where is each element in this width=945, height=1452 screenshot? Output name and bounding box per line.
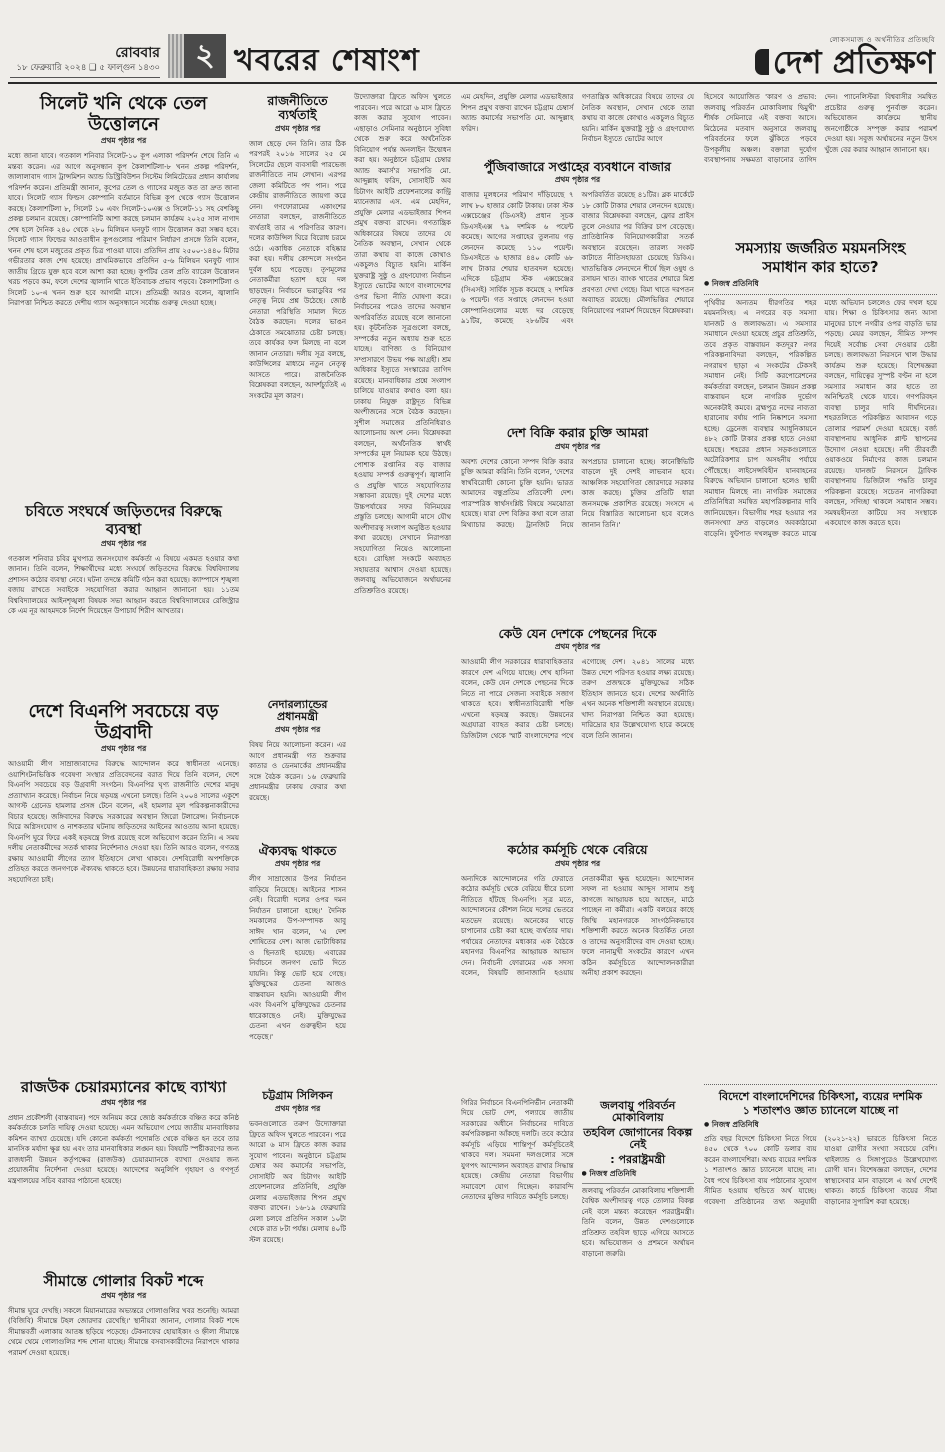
column-2-right <box>354 92 451 1440</box>
article-body: প্রধান প্রকৌশলী (বাস্তবায়ন) পদে অনিয়ম করে জ্যেষ্ঠ কর্মকর্তাকে বঞ্চিত করে কনিষ্ঠ কর্মকর্তাকে চলতি দায়িত্ব দেওয়া হয়েছে। এমন অভিযোগ পেয়ে জাতীয় মানবাধিকার কমিশন ব্যাখ্যা চেয়েছে। যদি কোনো কর্মকর্তা পদোন্নতি থেকে বঞ্চিত হন তবে তার মানসিক মর্যাদা ক্ষুণ্ণ হয় এবং তার মানবাধিকার লঙ্ঘন হয়। বিষয়টি স্পষ্টীকরণের জন্য রাজধানী উন্নয়ন কর্তৃপক্ষের (রাজউক) চেয়ারম্যানকে ব্যাখ্যা দেওয়ার জন্য প্রয়োজনীয় নির্দেশনা দেওয়া হয়েছে। আদেশের অনুলিপি গৃহায়ণ ও গণপূর্ত মন্ত্রণালয়ের সচিব বরাবর পাঠানো হয়েছে। <box>8 1113 240 1185</box>
dotted-rule <box>704 294 937 295</box>
columns-area <box>8 92 937 1440</box>
continued-from-front: প্রথম পৃষ্ঠার পর <box>274 1104 321 1114</box>
section-title: খবরের শেষাংশ <box>234 43 420 78</box>
headline-line2: তহবিল জোগানের বিকল্প নেই <box>583 1125 693 1152</box>
paper-tagline: লোকসমাজ ও অর্থনীতির প্রতিচ্ছবি <box>829 36 935 44</box>
article-mymensingh <box>704 240 937 1076</box>
page-deco-stripes <box>168 34 184 78</box>
article-body: গতকাল শনিবার চবির মুখপাত্র জনসংযোগ কর্মকর্তা এ বিষয়ে একমত হওয়ার কথা জানান। তিনি বলেন, শিক্ষার্থীদের মধ্যে সংঘর্ষে জড়িতদের বিরুদ্ধে বিশ্ববিদ্যালয় প্রশাসন কঠোর ব্যবস্থা নেবে। ঘটনা তদন্তে কমিটি গঠন করা হয়েছে। ক্যাম্পাসে শৃঙ্খলা বজায় রাখতে সবাইকে সহযোগিতা করার আহ্বান জানানো হয়। ১১তম বিশ্ববিদ্যালয়ের আইনশৃঙ্খলা বিষয়ক সভা আহ্বান করতে বিশ্ববিদ্যালয়ের রেজিস্ট্রার কে এম নূর আহমদকে নির্দেশ দিয়েছেন উপাচার্য শিরীণ আখতার। <box>8 554 240 616</box>
headline: সিলেট খনি থেকে তেল উত্তোলনে <box>40 93 208 135</box>
article-climate-fund <box>461 1098 694 1364</box>
top-continuation-text: হিসেবে আয়োজিত 'কারণ ও প্রভাব: জলবায়ু পরিবর্তন মোকাবিলায় দ্বিমুখী' শীর্ষক সেমিনারে এই বক্তব্য আসে। মিঠেনের মতবাদ অনুসারে জলবায়ু পরিবর্তনের ফলে ঝুঁকিতে পড়বে উপকূলীয় অঞ্চল। বক্তারা দুর্যোগ ব্যবস্থাপনায় সক্ষমতা বাড়ানোর তাগিদ দেন। প্যানেলিস্টরা বিশ্ববাসীর সমন্বিত প্রচেষ্টার গুরুত্ব পুনর্ব্যক্ত করেন। অভিযোজন কার্যক্রমে স্থানীয় জনগোষ্ঠীকে সম্পৃক্ত করার পরামর্শ দেওয়া হয়। সবুজ অর্থায়নের নতুন উৎস খুঁজে বের করার আহ্বান জানানো হয়। <box>704 93 937 164</box>
headline: চট্টগ্রাম সিলিকন <box>262 1089 333 1103</box>
continued-from-front: প্রথম পৃষ্ঠার পর <box>554 441 601 451</box>
article-strict-program <box>461 843 694 1089</box>
continued-from-front: প্রথম পৃষ্ঠার পর <box>554 175 601 185</box>
headline-line3: : পররাষ্ট্রমন্ত্রী <box>610 1153 666 1167</box>
byline-label: নিজস্ব প্রতিনিধি <box>711 1119 759 1129</box>
headline: দেশে বিএনপি সবচেয়ে বড় উগ্রবাদী <box>28 700 219 743</box>
article-body: জলবায়ু পরিবর্তন মোকাবিলায় শক্তিশালী বৈশ্বিক অংশীদারত্ব গড়ে তোলার বিকল্প নেই বলে মন্তব্য করেছেন পররাষ্ট্রমন্ত্রী। তিনি বলেন, উন্নত দেশগুলোকে প্রতিশ্রুত তহবিল ছাড়ে এগিয়ে আসতে হবে। অভিযোজন ও প্রশমনে অর্থায়ন বাড়ানো জরুরি। <box>581 1186 694 1258</box>
column-1 <box>8 92 239 1440</box>
article-bnp-extremist <box>8 702 239 1071</box>
headline: পুঁজিবাজারে সপ্তাহের ব্যবধানে বাজার <box>483 159 672 174</box>
byline <box>582 1169 695 1181</box>
article-body: বাজার মূলধনের পরিমাণ দাঁড়িয়েছে ৭ লাখ ৮০ হাজার কোটি টাকায়। ঢাকা স্টক এক্সচেঞ্জের (ডিএসই) প্রধান সূচক ডিএসইএক্স ৭৯ দশমিক ৬ পয়েন্ট কমেছে। আগের সপ্তাহের তুলনায় গড় লেনদেন কমেছে ১১০ পয়েন্ট। ডিএসইতে ৬ হাজার ৪৪০ কোটি ৬৮ লাখ টাকার শেয়ার হাতবদল হয়েছে। এদিকে চট্টগ্রাম স্টক এক্সচেঞ্জের (সিএসই) সার্বিক সূচক কমেছে ২ দশমিক ৬ পয়েন্ট। গত সপ্তাহে লেনদেন হওয়া কোম্পানিগুলোর মধ্যে দর বেড়েছে ৯১টির, কমেছে ২৮৬টির এবং অপরিবর্তিত রয়েছে ৪১টির। ব্লক মার্কেটে ১৮ কোটি টাকার শেয়ার লেনদেন হয়েছে। বাজার বিশ্লেষকরা বলছেন, ফ্লোর প্রাইস তুলে নেওয়ার পর বিক্রির চাপ বেড়েছে। প্রাতিষ্ঠানিক বিনিয়োগকারীরা সতর্ক অবস্থানে রয়েছেন। তারল্য সংকট কাটাতে নীতিসহায়তা চেয়েছে ডিবিএ। খাতভিত্তিক লেনদেনে শীর্ষে ছিল ওষুধ ও রসায়ন খাত। ব্যাংক খাতের শেয়ারে মিশ্র প্রবণতা দেখা গেছে। বিমা খাতে দরপতন অব্যাহত রয়েছে। মৌলভিত্তির শেয়ারে বিনিয়োগের পরামর্শ দিয়েছেন বিশ্লেষকরা। <box>461 191 694 326</box>
paper-logo <box>755 43 935 81</box>
article-cu-clash <box>8 503 239 694</box>
paper-logo-mark-icon <box>755 49 769 75</box>
newspaper-page <box>8 0 937 1446</box>
masthead-left <box>10 34 420 78</box>
byline-label: নিজস্ব প্রতিনিধি <box>711 278 759 288</box>
article-body: আওয়ামী লীগ সাম্রাজ্যবাদের বিরুদ্ধে আন্দোলন করে স্বাধীনতা এনেছে। ওয়াশিংটনভিত্তিক গবেষণা সংস্থার প্রতিবেদনের বরাত দিয়ে তিনি বলেন, দেশে বিএনপি সবচেয়ে বড় উগ্রবাদী সংগঠন। বিএনপির ঘৃণ্য রাজনীতি দেশের মানুষ প্রত্যাখ্যান করেছে। নির্বাচন নিয়ে ষড়যন্ত্র এখনো চলছে। তিনি ২০০৪ সালের একুশে আগস্ট গ্রেনেড হামলার প্রসঙ্গ টেনে বলেন, এই হামলার মূল পরিকল্পনাকারীদের বিচার হয়েছে। জঙ্গিবাদের বিরুদ্ধে সরকারের অবস্থান জিরো টলারেন্স। নির্বাচনকে ঘিরে অগ্নিসংযোগ ও নাশকতার ঘটনায় জড়িতদের আইনের আওতায় আনা হয়েছে। বিএনপি ঘুরে ফিরে একই ষড়যন্ত্রে লিপ্ত রয়েছে বলে অভিযোগ করেন তিনি। এ সময় দলীয় নেতাকর্মীদের সতর্ক থাকার নির্দেশনাও দেওয়া হয়। তিনি আরও বলেন, গণতন্ত্র রক্ষায় আওয়ামী লীগের ত্যাগ ইতিহাসে লেখা থাকবে। দেশবিরোধী অপশক্তিকে প্রতিহত করতে জনগণকে ঐক্যবদ্ধ থাকতে হবে। উন্নয়নের ধারাবাহিকতা রক্ষায় সবার সহযোগিতা চাই। <box>8 760 240 884</box>
headline: সীমান্তে গোলার বিকট শব্দে <box>43 1271 204 1290</box>
byline <box>704 1120 937 1132</box>
continued-from-front: প্রথম পৃষ্ঠার পর <box>554 642 601 652</box>
column-4 <box>704 92 937 1440</box>
headline: কঠোর কর্মসূচি থেকে বেরিয়ে <box>507 842 648 858</box>
headline-line2: ১ শতাংশও জ্ঞাত চ্যানেলে যাচ্ছে না <box>742 1104 899 1118</box>
article-stay-united <box>249 844 346 1082</box>
article-rajuk <box>8 1079 239 1264</box>
headline: রাজনীতিতে ব্যর্থতাই <box>267 93 328 123</box>
headline: নেদারল্যান্ডের প্রধানমন্ত্রী <box>267 697 328 724</box>
headline-line2: সমাধান কার হাতে? <box>762 258 879 277</box>
article-sylhet-oil <box>8 94 239 495</box>
article-body: বিষয় নিয়ে আলোচনা করেন। এর আগে প্রধানমন্ত্রী গত শুক্রবার কাতার ও ডেনমার্কের প্রধানমন্ত্রীর সঙ্গে বৈঠক করেন। ১৬ ফেব্রুয়ারি প্রধানমন্ত্রীর ঢাকায় ফেরার কথা রয়েছে। <box>249 741 347 802</box>
headline: দেশ বিক্রি করার চুক্তি আমরা <box>506 425 649 441</box>
rule <box>582 1183 695 1184</box>
continuation-text: উদ্যোক্তারা ফ্রিতে অফিস খুলতে পারবেন। পরে আরো ৬ মাস ফ্রিতে কাজ করার সুযোগ পাবেন। এছাড়াও সেমিনার অনুষ্ঠানে সুবিধা থেকে শুরু করে অর্থনৈতিক বিনিয়োগ পর্যন্ত অনলাইন উদ্বোধন করা হয়। অনুষ্ঠানে চট্টগ্রাম চেম্বার অ্যান্ড কমার্স'র সভাপতি মো. আব্দুল্লাহ ফরিদ, সোসাইটি অব চিটাগং আইটি প্রফেশনালের কান্ট্রি ম্যানেজার এস. এম মেহদিন, প্রযুক্তি মেলার এডভাইজার শিপন প্রমুখ বক্তব্য রাখেন। গণতান্ত্রিক অধিকারের বিষয়ে তাদের যে নৈতিক অবস্থান, সেখান থেকে তারা কথায় বা কাজে কোথাও একচুলও বিচ্যুত হয়নি। মার্কিন যুক্তরাষ্ট্র সুষ্ঠু ও গ্রহণযোগ্য নির্বাচন ইস্যুতে ভোটের আগে বাংলাদেশের ওপর ভিসা নীতি ঘোষণা করে। নির্বাচনের পরেও তাদের অবস্থান অপরিবর্তিত রয়েছে বলে জানানো হয়। কূটনৈতিক সূত্রগুলো বলছে, সম্পর্কের নতুন অধ্যায় শুরু হতে যাচ্ছে। বাণিজ্য ও বিনিয়োগ সম্প্রসারণে উভয় পক্ষ আগ্রহী। শ্রম অধিকার ইস্যুতে সংস্কারের তাগিদ রয়েছে। মানবাধিকার প্রশ্নে সংলাপ চালিয়ে যাওয়ার কথাও বলা হয়। ঢাকায় নিযুক্ত রাষ্ট্রদূত বিভিন্ন অংশীজনের সঙ্গে বৈঠক করছেন। সুশীল সমাজের প্রতিনিধিরাও আলোচনায় অংশ নেন। বিশ্লেষকরা বলছেন, অর্থনৈতিক স্বার্থই সম্পর্কের মূল নিয়ামক হয়ে উঠছে। পোশাক রপ্তানির বড় বাজার হওয়ায় সম্পর্ক গুরুত্বপূর্ণ। জ্বালানি ও প্রযুক্তি খাতে সহযোগিতার সম্ভাবনা রয়েছে। দুই দেশের মধ্যে উচ্চপর্যায়ের সফর বিনিময়ের প্রস্তুতি চলছে। আগামী মাসে যৌথ অংশীদারত্ব সংলাপ অনুষ্ঠিত হওয়ার কথা রয়েছে। সেখানে নিরাপত্তা সহযোগিতা নিয়েও আলোচনা হবে। রোহিঙ্গা সংকটে অব্যাহত সহায়তার আশ্বাস দেওয়া হয়েছে। জলবায়ু অভিযোজনে অর্থায়নের প্রতিশ্রুতিও রয়েছে। <box>354 93 451 595</box>
headline: চবিতে সংঘর্ষে জড়িতদের বিরুদ্ধে ব্যবস্থা <box>25 502 222 538</box>
headline: কেউ যেন দেশকে পেছনের দিকে <box>498 625 657 641</box>
article-ctg-silicon <box>249 1090 346 1369</box>
masthead-right <box>755 34 935 81</box>
continued-from-front: প্রথম পৃষ্ঠার পর <box>274 123 321 133</box>
article-body: অবশ্য দেশের কোনো সম্পদ বিক্রি করার চুক্তি আমরা করিনি। তিনি বলেন, 'দেশের স্বার্থবিরোধী কোনো চুক্তি হয়নি। ভারত আমাদের বন্ধুপ্রতিম প্রতিবেশী দেশ। পারস্পরিক স্বার্থসংশ্লিষ্ট বিষয়ে সমঝোতা হয়েছে। যারা দেশ বিক্রির কথা বলে তারা মিথ্যাচার করছে। ট্রানজিট নিয়ে অপপ্রচার চালানো হচ্ছে। কানেক্টিভিটি বাড়লে দুই দেশই লাভবান হবে। আঞ্চলিক সহযোগিতা জোরদারে সরকার কাজ করছে। চুক্তির প্রতিটি ধারা জনসমক্ষে প্রকাশিত রয়েছে। সংসদে এ নিয়ে বিস্তারিত আলোচনা হবে বলেও জানান তিনি।' <box>461 457 694 529</box>
article-body: প্রতি বছর বিদেশে চিকিৎসা নিতে গিয়ে ৪৫০ থেকে ৭০০ কোটি ডলার ব্যয় করেন বাংলাদেশিরা। অথচ ব্যয়ের দশমিক ১ শতাংশও জ্ঞাত চ্যানেলে যাচ্ছে না। বৈধ পথে চিকিৎসা ব্যয় পাঠানোর সুযোগ সীমিত হওয়ায় হুন্ডিতে অর্থ যাচ্ছে। গবেষণা প্রতিষ্ঠানের তথ্য অনুযায়ী (২০২১-২২) ভারতে চিকিৎসা নিতে যাওয়া রোগীর সংখ্যা সবচেয়ে বেশি। থাইল্যান্ড ও সিঙ্গাপুরেও উল্লেখযোগ্য রোগী যান। বিশেষজ্ঞরা বলছেন, দেশের স্বাস্থ্যসেবার মান বাড়ালে এ অর্থ দেশেই থাকত। কার্ডে চিকিৎসা ব্যয়ের সীমা বাড়ানোর সুপারিশ করা হয়েছে। <box>704 1134 937 1206</box>
article-body: ভবনগুলোতে তরুণ উদ্যোক্তারা ফ্রিতে অফিস খুলতে পারবেন। পরে আরো ৬ মাস ফ্রিতে কাজ করার সুযোগ পাবেন। অনুষ্ঠানে চট্টগ্রাম চেম্বার অব কমার্সের সভাপতি, সোসাইটি অব চিটাগং আইটি প্রফেশনালের প্রতিনিধি, প্রযুক্তি মেলার এডভাইজার শিপন প্রমুখ বক্তব্য রাখেন। ১৬-১৯ ফেব্রুয়ারি মেলা চলবে প্রতিদিন সকাল ১০টা থেকে রাত ৮টা পর্যন্ত। মেলায় ৪০টি স্টল রয়েছে। <box>249 1120 347 1244</box>
article-body: মধ্যে জানা যাবে। গতকাল শনিবার সিলেট-১০ কূপ এলাকা পরিদর্শন শেষে তিনি এ মন্তব্য করেন। এর আগে অনুসন্ধান কূপ কৈলাশটিলা-৮ খনন প্রকল্প পরিদর্শন, জালালাবাদ গ্যাস ট্রান্সমিশন অ্যান্ড ডিস্ট্রিবিউশন সিস্টেম লিমিটেডের প্রধান কার্যালয় পরিদর্শন করেন। প্রতিমন্ত্রী জানান, কূপের তেল ও গ্যাসের মজুত কত তা দ্রুত জানা যাবে। সিলেট গ্যাস ফিল্ডস কোম্পানি বর্তমানে বিভিন্ন কূপ থেকে গ্যাস উত্তোলন করছে। কৈলাশটিলা ৮, সিলেট ১০ এবং সিলেট-১০এক্স ও সিলেট-১১ সহ বেশকিছু প্রকল্প চলমান রয়েছে। কোম্পানিটি আশা করছে চলমান কার্যক্রম ২০২৫ সাল নাগাদ শেষ হলে দৈনিক ২৪০ থেকে ২৮০ মিলিয়ন ঘনফুট গ্যাস উত্তোলন করা সম্ভব হবে। সিলেট গ্যাস ফিল্ডের আওতাধীন কূপগুলোর পরিমাণ নির্ধারণ প্রসঙ্গে তিনি বলেন, খনন শেষ হলে মজুতের প্রকৃত চিত্র পাওয়া যাবে। প্রতিদিন প্রায় ২৫০০-১৪৪০ মিটার গভীরতার কাজ শেষ হয়েছে। প্রাথমিকভাবে প্রতিদিন ৫-৬ মিলিয়ন ঘনফুট গ্যাস জাতীয় গ্রিডে যুক্ত হবে বলে আশা করা হচ্ছে। কূপটির তেল প্রতি ব্যারেল উত্তোলন খরচ পড়বে কম, ফলে দেশের জ্বালানি খাতে ইতিবাচক প্রভাব পড়বে। কৈলাশটিলা ও সিলেট ১০-এ খনন শুরু হবে আগামী মাসে। প্রতিমন্ত্রী আরও বলেন, জ্বালানি নিরাপত্তা নিশ্চিত করতে দেশীয় গ্যাস অনুসন্ধানে সর্বোচ্চ গুরুত্ব দেওয়া হচ্ছে। <box>8 152 240 308</box>
paper-name: দেশ প্রতিক্ষণ <box>772 43 935 81</box>
article-country-backwards <box>461 627 694 835</box>
article-politics-failure <box>249 94 346 691</box>
continued-from-front: প্রথম পৃষ্ঠার পর <box>554 858 601 868</box>
article-stock-market <box>461 160 694 418</box>
headline: ঐক্যবদ্ধ থাকতে <box>258 843 337 859</box>
continued-from-front: প্রথম পৃষ্ঠার পর <box>274 725 321 735</box>
headline-line1: জলবায়ু পরিবর্তন মোকাবিলায় <box>600 1098 676 1125</box>
bullet-icon: ● <box>704 279 710 287</box>
date-block <box>10 46 160 78</box>
continued-from-front: প্রথম পৃষ্ঠার পর <box>100 1097 147 1107</box>
article-netherlands-pm <box>249 699 346 836</box>
day-label: রোববার <box>115 44 160 61</box>
article-body: জাল ছেড়ে দেন তিনি। তার ঠিক পরপরই ২০১৬ সালের ২৫ মে সিলেটের ছেলে ব্যবসায়ী পারভেজ রাজনীতিতে নাম লেখান। এরপর জেলা কমিটিতে পদ পান। পরে কেন্দ্রীয় রাজনীতিতে জায়গা করে নেন। গণফোরামের একাংশের নেতারা বলছেন, রাজনীতিতে ব্যর্থতাই তার এ পরিণতির কারণ। দলের কাউন্সিল ঘিরে বিরোধ চরমে ওঠে। একাধিক নেতাকে বহিষ্কার করা হয়। দলীয় কোন্দলে সংগঠন দুর্বল হয়ে পড়েছে। তৃণমূলের নেতাকর্মীরা হতাশ হয়ে দল ছাড়ছেন। নির্বাচনে ভরাডুবির পর নেতৃত্ব নিয়ে প্রশ্ন উঠেছে। জ্যেষ্ঠ নেতারা পরিস্থিতি সামাল দিতে বৈঠক করছেন। দলের ভাঙন ঠেকাতে সমঝোতার চেষ্টা চলছে। তবে কার্যকর ফল মিলছে না বলে জানান নেতারা। দলীয় সূত্র বলছে, কাউন্সিলের মাধ্যমে নতুন নেতৃত্ব আসতে পারে। রাজনৈতিক বিশ্লেষকরা বলছেন, আদর্শচ্যুতিই এ সংকটের মূল কারণ। <box>249 139 347 400</box>
article-body: পৃথিবীর অন্যতম ধীরগতির শহর ময়মনসিংহ। এ নগরের বড় সমস্যা যানজট ও জলাবদ্ধতা। এ সমস্যার সমাধানে দেওয়া হয়েছে প্রচুর প্রতিশ্রুতি, তবে প্রকৃত বাস্তবায়ন কতদূর? নগর পরিকল্পনাবিদরা বলছেন, পরিকল্পিত নগরায়ণ ছাড়া এ সংকটের টেকসই সমাধান নেই। সিটি করপোরেশনের কর্মকর্তারা বলছেন, চলমান উন্নয়ন প্রকল্প বাস্তবায়ন হলে নাগরিক দুর্ভোগ অনেকটাই কমবে। ব্রহ্মপুত্র নদের নাব্যতা হারানোয় বর্ষায় পানি নিষ্কাশনে সমস্যা হচ্ছে। ড্রেনেজ ব্যবস্থার আধুনিকায়নে ৪৮২ কোটি টাকার প্রকল্প হাতে নেওয়া হয়েছে। শহরের প্রধান সড়কগুলোতে অটোরিকশার চাপ অসহনীয় পর্যায়ে পৌঁছেছে। লাইসেন্সবিহীন যানবাহনের বিরুদ্ধে অভিযান চালানো হলেও স্থায়ী সমাধান মিলছে না। নাগরিক সমাজের প্রতিনিধিরা সমন্বিত মহাপরিকল্পনার দাবি জানিয়েছেন। বিভাগীয় শহর হওয়ার পর জনসংখ্যা দ্রুত বাড়লেও অবকাঠামো বাড়েনি। ফুটপাত দখলমুক্ত করতে মাঝে মধ্যে অভিযান চললেও ফের দখল হয়ে যায়। শিক্ষা ও চিকিৎসার জন্য আসা মানুষের চাপে নগরীর ওপর বাড়তি ভার পড়ছে। মেয়র বলছেন, সীমিত সম্পদ দিয়েই সর্বোচ্চ সেবা দেওয়ার চেষ্টা চলছে। জলাবদ্ধতা নিরসনে খাল উদ্ধার কার্যক্রম শুরু হয়েছে। বিশেষজ্ঞরা বলছেন, দায়িত্বের সুস্পষ্ট বণ্টন না হলে সমস্যার সমাধান কার হাতে তা অনিশ্চিতই থেকে যাবে। গণপরিবহন ব্যবস্থা চালুর দাবি দীর্ঘদিনের। শহরতলিতে পরিকল্পিত আবাসন গড়ে তোলার পরামর্শ দেওয়া হয়েছে। বর্জ্য ব্যবস্থাপনায় আধুনিক প্লান্ট স্থাপনের উদ্যোগ নেওয়া হয়েছে। নদী তীরবর্তী ওয়াকওয়ে নির্মাণের কাজ চলমান রয়েছে। যানজট নিরসনে ট্রাফিক ব্যবস্থাপনায় ডিজিটাল পদ্ধতি চালুর পরিকল্পনা রয়েছে। সচেতন নাগরিকরা বলছেন, সদিচ্ছা থাকলে সমাধান সম্ভব। সমন্বয়হীনতা কাটিয়ে সব সংস্থাকে একযোগে কাজ করতে হবে। <box>704 298 937 538</box>
bullet-icon: ● <box>581 1169 587 1177</box>
article-border-shelling <box>8 1273 239 1414</box>
column-2-left <box>249 92 346 1440</box>
headline: রাজউক চেয়ারম্যানের কাছে ব্যাখ্যা <box>20 1078 227 1097</box>
bullet-icon: ● <box>704 1120 710 1128</box>
continuation-text: গিরির নির্বাচনে বিএনপিনির্ভীন নেতাকর্মী দিয়ে ভোট দেশ, পল্যায়ে জাতীয় সরকারের অধীনে নির্বাচনের দাবিতে কর্মপরিকল্পনা আঁকছে দলটি। তবে কঠোর কর্মসূচি এড়িয়ে শান্তিপূর্ণ কর্মসূচিতেই থাকবে দল। সমমনা দলগুলোর সঙ্গে যুগপৎ আন্দোলন অব্যাহত রাখার সিদ্ধান্ত হয়েছে। কেন্দ্রীয় নেতারা বিভাগীয় সমাবেশে যোগ দিচ্ছেন। কারাবন্দি নেতাদের মুক্তির দাবিতে কর্মসূচি চলছে। <box>461 1098 574 1201</box>
byline-label: নিজস্ব প্রতিনিধি <box>589 1168 637 1178</box>
masthead <box>8 6 937 84</box>
headline-line1: বিদেশে বাংলাদেশিদের চিকিৎসা, ব্যয়ের দশমিক <box>718 1089 923 1103</box>
article-body: সীমান্ত ঘুরে দেখছি। সকলে মিয়ানমারের অভ্যন্তরে গোলাগুলির খবর শুনেছি। আমরা (বিজিবি) সীমান্তে টহল জোরদার রেখেছি।' স্থানীয়রা জানান, গোলার বিকট শব্দে সীমান্তবর্তী এলাকায় আতঙ্ক ছড়িয়ে পড়েছে। টেকনাফের হোয়াইক্যং ও হ্নীলা সীমান্তে থেমে থেমে গোলাগুলির শব্দ শোনা যাচ্ছে। সীমান্তে বসবাসকারীদের নিরাপদে থাকার পরামর্শ দেওয়া হয়েছে। <box>8 1306 240 1357</box>
article-sell-country <box>461 426 694 618</box>
continued-from-front: প্রথম পৃষ্ঠার পর <box>100 744 147 754</box>
article-body: আওয়ামী লীগ সরকারের ধারাবাহিকতার কারণে দেশ এগিয়ে যাচ্ছে। শেখ হাসিনা বলেন, কেউ যেন দেশকে পেছনের দিকে নিতে না পারে সেজন্য সবাইকে সজাগ থাকতে হবে। স্বাধীনতাবিরোধী শক্তি এখনো ষড়যন্ত্র করছে। উন্নয়নের অগ্রযাত্রা ব্যাহত করার চেষ্টা চলছে। ডিজিটাল থেকে স্মার্ট বাংলাদেশের পথে এগোচ্ছে দেশ। ২০৪১ সালের মধ্যে উন্নত দেশে পরিণত হওয়ার লক্ষ্য রয়েছে। তরুণ প্রজন্মকে মুক্তিযুদ্ধের সঠিক ইতিহাস জানতে হবে। দেশের অর্থনীতি এখন অনেক শক্তিশালী অবস্থানে রয়েছে। খাদ্য নিরাপত্তা নিশ্চিত করা হয়েছে। দারিদ্র্যের হার উল্লেখযোগ্য হারে কমেছে বলে তিনি জানান। <box>461 658 694 740</box>
continuation-text: গণতান্ত্রিক অধিকারের বিষয়ে তাদের যে নৈতিক অবস্থান, সেখান থেকে তারা কথায় বা কাজে কোথাও একচুলও বিচ্যুত হয়নি। মার্কিন যুক্তরাষ্ট্র সুষ্ঠু ও গ্রহণযোগ্য নির্বাচন ইস্যুতে ভোটের আগে <box>581 93 694 143</box>
article-abroad-treatment <box>704 1084 937 1364</box>
continued-from-front: প্রথম পৃষ্ঠার পর <box>100 136 147 146</box>
date-line: ১৮ ফেব্রুয়ারি ২০২৪ ❑ ৫ ফাল্গুন ১৪৩০ <box>16 63 160 73</box>
top-continuation <box>461 92 694 156</box>
article-body: অন্যদিকে আন্দোলনের গতি ফেরাতে কঠোর কর্মসূচি থেকে বেরিয়ে ধীরে চলো নীতিতে হাঁটছে বিএনপি। সূত্র মতে, আন্দোলনের কৌশল নিয়ে দলের ভেতরে মতভেদ রয়েছে। অনেকের ঘাড়ে চাপানোর চেষ্টা করা হচ্ছে ব্যর্থতার দায়। পর্যায়ের নেতাদের মধ্যকার এক বৈঠকে মহানগর বিএনপির আহ্বায়ক আভাস দেন। নির্বাচনী ফোরামের এক সদস্য বলেন, বিষয়টি জানাজানি হওয়ায় নেতাকর্মীরা ক্ষুব্ধ হয়েছেন। আন্দোলন সফল না হওয়ায় আব্দুস সালাম শুধু কাগজে আহ্বায়ক হয়ে আছেন, মাঠে পাচ্ছেন না কর্মীরা। একটি বলয়ের কাছে জিম্মি মহানগরকে সাংগঠনিকভাবে শক্তিশালী করতে অনেক বিতর্কিত নেতা ও তাদের অনুসারীদের বাদ দেওয়া হচ্ছে। ফলে নানামুখী সংকটের কারণে এখন কঠিন কর্মসূচিতে আন্দোলনকারীরা অনীহা প্রকাশ করছেন। <box>461 874 694 977</box>
byline <box>704 279 937 291</box>
climate-fund-block <box>582 1098 695 1364</box>
page-number: ২ <box>184 34 226 78</box>
continuation-text: এম মেহদিন, প্রযুক্তি মেলার এডভাইজার শিপন প্রমুখ বক্তব্য রাখেন চট্টগ্রাম চেম্বার্স অ্যান্ড কমার্সের সভাপতি মো. আব্দুল্লাহ ফরিদ। <box>461 93 574 133</box>
page-number-mark <box>168 34 226 78</box>
column-3 <box>461 92 694 1440</box>
column-2 <box>249 92 451 1440</box>
continued-from-front: প্রথম পৃষ্ঠার পর <box>274 859 321 869</box>
continued-from-front: প্রথম পৃষ্ঠার পর <box>100 1290 147 1300</box>
headline-line1: সমস্যায় জর্জরিত ময়মনসিংহ <box>735 239 906 257</box>
continued-from-front: প্রথম পৃষ্ঠার পর <box>100 538 147 548</box>
article-body: লীগ সাম্রাজ্যের উপর নির্যাতন বাড়িয়ে নিয়েছে। আইনের শাসন নেই। বিরোধী দলের ওপর দমন নির্যাতন চালানো হচ্ছে।' দৈনিক সমকালের উপ-সম্পাদক আবু সাঈদ খান বলেন, 'এ দেশ শোষিতের দেশ। আজ ভোটাধিকার ও ছিনতাই হয়েছে। এবারের নির্বাচনে জনগণ ভোট দিতে যায়নি। কিন্তু ভোট হয়ে গেছে। মুক্তিযুদ্ধের চেতনা আজও বাস্তবায়ন হয়নি। আওয়ামী লীগ এবং বিএনপি মুক্তিযুদ্ধের চেতনার ধারেকাছেও নেই। মুক্তিযুদ্ধের চেতনা এখন গুরুত্বহীন হয়ে পড়েছে।' <box>249 875 347 1041</box>
